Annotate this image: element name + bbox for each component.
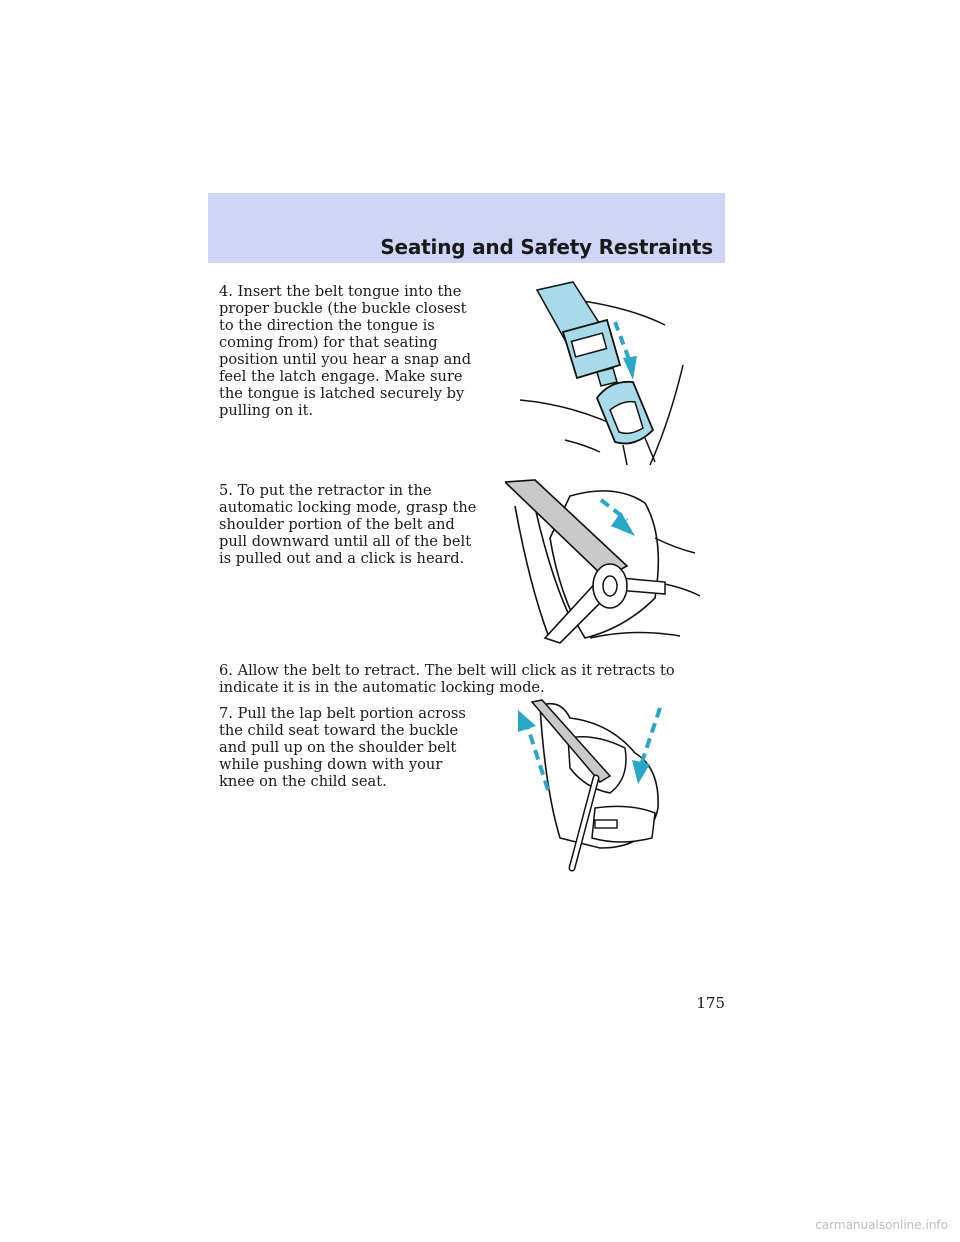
retractor-locking-illustration (505, 478, 715, 648)
step-6-text: 6. Allow the belt to retract. The belt will click as it retracts to indicate it is in the automatic locking mode. (219, 662, 675, 696)
section-header-band (208, 193, 725, 263)
step-5-text: 5. To put the retractor in the automatic locking mode, grasp the shoulder portion of the belt and pull downward until all of the belt is pulled out and a click is heard. (219, 482, 477, 567)
step-7-text: 7. Pull the lap belt portion across the child seat toward the buckle and pull up on the shoulder belt while pushing down with your knee on the child seat. (219, 705, 466, 790)
belt-tongue-buckle-illustration (515, 280, 715, 470)
section-title: Seating and Safety Restraints (380, 235, 713, 259)
step-4-text: 4. Insert the belt tongue into the proper buckle (the buckle closest to the direction the tongue is coming from) for that seating position until you hear a snap and feel the latch engage. Make sure the tongue is latched securely by pulling on it. (219, 283, 472, 419)
footer-watermark: carmanualsonline.info (815, 1218, 948, 1232)
lap-belt-tighten-illustration (500, 698, 675, 873)
page-number: 175 (696, 994, 725, 1012)
